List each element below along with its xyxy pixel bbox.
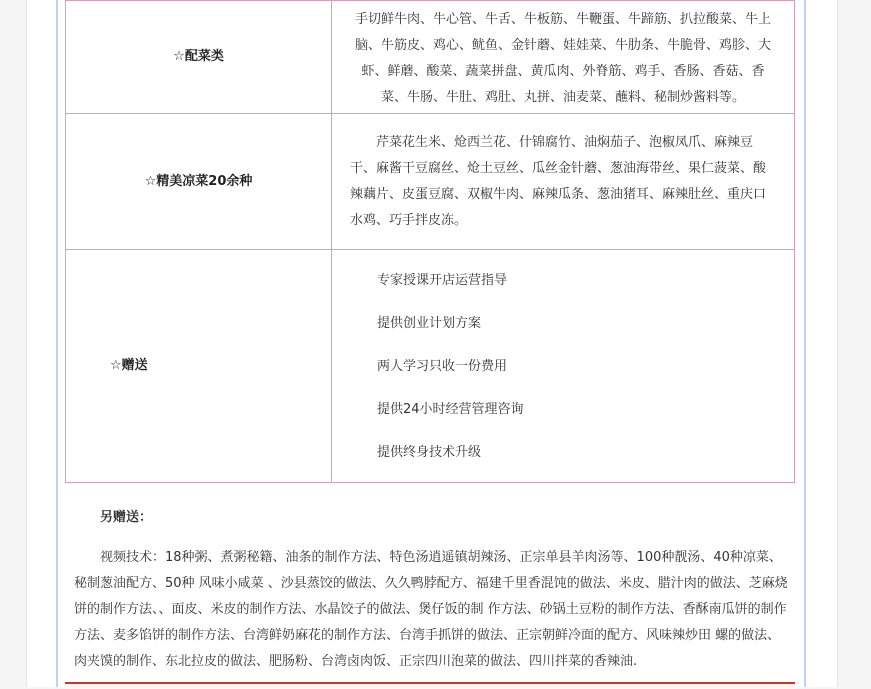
description-cell: 手切鲜牛肉、牛心管、牛舌、牛板筋、牛鞭蛋、牛蹄筋、扒拉酸菜、牛上脑、牛筋皮、鸡心、鱿鱼、金针蘑、娃娃菜、牛肋条、牛脆骨、鸡胗、大虾、鲜蘑、酸菜、蔬菜拼盘、黄瓜肉、外脊筋、鸡手、香肠、香菇、香菜、牛肠、牛肚、鸡肚、丸拼、油麦菜、蘸料、秘制炒酱料等。: [332, 1, 795, 114]
table-row: [66, 250, 795, 483]
list-item: 提供24小时经营管理咨询: [377, 401, 524, 417]
category-cell: ☆配菜类: [66, 1, 332, 114]
gift-list: [333, 259, 793, 474]
gift-list-cell: [332, 250, 795, 483]
course-content-table: [65, 0, 795, 483]
extra-gift-section: [74, 505, 790, 675]
category-cell: ☆赠送: [66, 250, 332, 483]
table-row: [66, 1, 795, 114]
divider: [65, 682, 795, 689]
list-item: 两人学习只收一份费用: [377, 358, 508, 374]
category-cell: ☆精美凉菜20余种: [66, 114, 332, 250]
section-body: 视频技术：18种粥、煮粥秘籍、油条的制作方法、特色汤逍遥镇胡辣汤、正宗单县羊肉汤等、100种靓汤、40种凉菜、秘制葱油配方、50种 风味小咸菜 、沙县蒸饺的做法、久久鸭脖配方、福建千里香混饨的做法、米皮、腊汁肉的做法、芝麻烧饼的制作方法、、面皮、米皮的制作方法、水晶饺子的做法、煲仔饭的制 作方法、砂锅土豆粉的制作方法、香酥南瓜饼的制作方法、麦多馅饼的制作方法、台湾鲜奶麻花的制作方法、台湾手抓饼的做法、正宗朝鲜冷面的配方、风味辣炒田 螺的做法、肉夹馍的制作、东北拉皮的做法、肥肠粉、台湾卤肉饭、正宗四川泡菜的做法、四川拌菜的香辣油.: [74, 550, 788, 669]
section-heading: 另赠送：: [100, 510, 153, 525]
description-cell: 芹菜花生米、炝西兰花、什锦腐竹、油焖茄子、泡椒凤爪、麻辣豆干、麻酱干豆腐丝、炝土豆丝、瓜丝金针蘑、葱油海带丝、果仁菠菜、酸辣藕片、皮蛋豆腐、双椒牛肉、麻辣瓜条、葱油猪耳、麻辣肚丝、重庆口水鸡、巧手拌皮冻。: [332, 114, 795, 250]
table-row: [66, 114, 795, 250]
list-item: 提供终身技术升级: [377, 444, 482, 460]
list-item: 提供创业计划方案: [377, 315, 482, 331]
list-item: 专家授课开店运营指导: [377, 272, 508, 288]
